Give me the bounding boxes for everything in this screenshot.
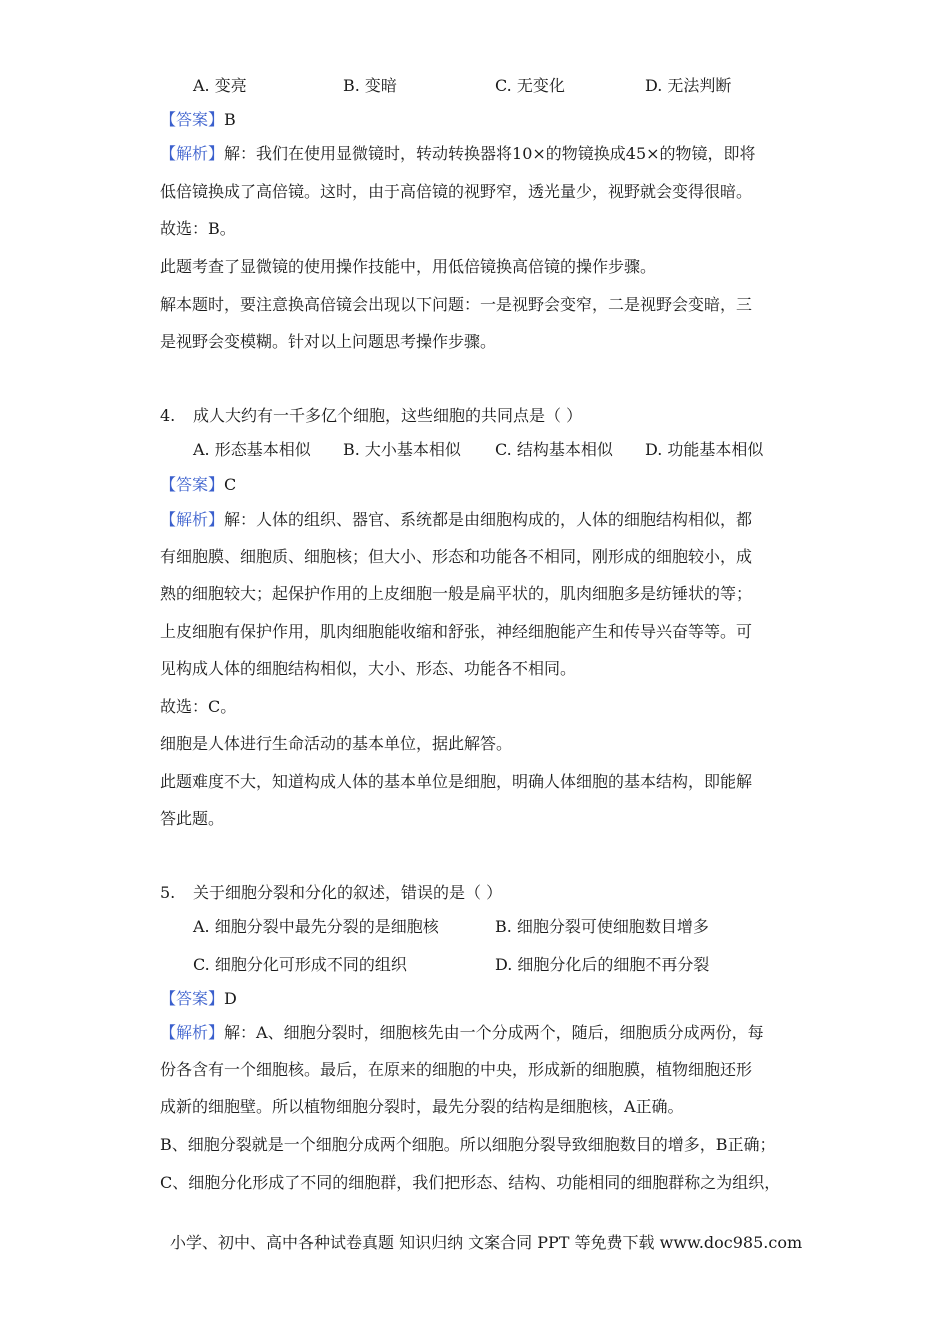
analysis-text: 解：我们在使用显微镜时，转动转换器将10×的物镜换成45×的物镜，即将 (224, 144, 756, 163)
answer-value: C (224, 475, 237, 494)
q4-answer (160, 474, 800, 496)
answer-tag: 【答案】 (160, 989, 225, 1008)
q3-option-a: A. 变亮 (193, 76, 247, 95)
q3-analysis-line: 此题考查了显微镜的使用操作技能中，用低倍镜换高倍镜的操作步骤。 (160, 257, 657, 276)
q4-option-d: D. 功能基本相似 (645, 440, 764, 459)
q4-option-a: A. 形态基本相似 (193, 440, 311, 459)
q4-analysis-line: 上皮细胞有保护作用，肌肉细胞能收缩和舒张，神经细胞能产生和传导兴奋等等。可 (160, 622, 753, 641)
answer-value: D (224, 989, 237, 1008)
q5-option-d: D. 细胞分化后的细胞不再分裂 (495, 955, 710, 974)
q5-stem: 关于细胞分裂和分化的叙述，错误的是（ ） (193, 883, 503, 902)
q3-option-d: D. 无法判断 (645, 76, 732, 95)
q5-analysis-line: C、细胞分化形成了不同的细胞群，我们把形态、结构、功能相同的细胞群称之为组织， (160, 1173, 781, 1192)
q4-analysis-line: 熟的细胞较大；起保护作用的上皮细胞一般是扁平状的，肌肉细胞多是纺锤状的等； (160, 584, 753, 603)
q3-option-b: B. 变暗 (343, 76, 397, 95)
q4-analysis-line: 细胞是人体进行生命活动的基本单位，据此解答。 (160, 734, 513, 753)
q5-option-a: A. 细胞分裂中最先分裂的是细胞核 (193, 917, 439, 936)
q4-number: 4. (160, 406, 176, 425)
q3-analysis-line: 是视野会变模糊。针对以上问题思考操作步骤。 (160, 332, 497, 351)
q5-analysis-line: 成新的细胞壁。所以植物细胞分裂时，最先分裂的结构是细胞核，A正确。 (160, 1097, 684, 1116)
q3-answer (160, 109, 800, 131)
answer-value: B (224, 110, 236, 129)
q3-analysis-line: 故选：B。 (160, 219, 236, 238)
q4-analysis-line: 答此题。 (160, 809, 225, 828)
answer-tag: 【答案】 (160, 110, 225, 129)
analysis-tag: 【解析】 (160, 1023, 225, 1042)
answer-tag: 【答案】 (160, 475, 225, 494)
q5-analysis-line: B、细胞分裂就是一个细胞分成两个细胞。所以细胞分裂导致细胞数目的增多，B正确； (160, 1135, 776, 1154)
analysis-tag: 【解析】 (160, 510, 225, 529)
q4-analysis-line (160, 509, 800, 531)
q4-analysis-line: 见构成人体的细胞结构相似，大小、形态、功能各不相同。 (160, 659, 577, 678)
q4-analysis-line: 此题难度不大，知道构成人体的基本单位是细胞，明确人体细胞的基本结构，即能解 (160, 772, 753, 791)
q4-analysis-line: 故选：C。 (160, 697, 237, 716)
q3-option-c: C. 无变化 (495, 76, 565, 95)
q5-number: 5. (160, 883, 176, 902)
analysis-text: 解：人体的组织、器官、系统都是由细胞构成的，人体的细胞结构相似，都 (224, 510, 753, 529)
q4-stem: 成人大约有一千多亿个细胞，这些细胞的共同点是（ ） (193, 406, 583, 425)
q5-analysis-line: 份各含有一个细胞核。最后，在原来的细胞的中央，形成新的细胞膜，植物细胞还形 (160, 1060, 753, 1079)
q3-analysis-line: 解本题时，要注意换高倍镜会出现以下问题：一是视野会变窄，二是视野会变暗，三 (160, 295, 753, 314)
q3-analysis-line: 低倍镜换成了高倍镜。这时，由于高倍镜的视野窄，透光量少，视野就会变得很暗。 (160, 182, 753, 201)
analysis-tag: 【解析】 (160, 144, 225, 163)
q5-answer (160, 988, 800, 1010)
q4-option-b: B. 大小基本相似 (343, 440, 461, 459)
page-footer: 小学、初中、高中各种试卷真题 知识归纳 文案合同 PPT 等免费下载 www.doc985.com (170, 1233, 803, 1252)
q4-option-c: C. 结构基本相似 (495, 440, 613, 459)
q5-analysis-line (160, 1022, 800, 1044)
q5-option-b: B. 细胞分裂可使细胞数目增多 (495, 917, 709, 936)
q5-option-c: C. 细胞分化可形成不同的组织 (193, 955, 407, 974)
q4-analysis-line: 有细胞膜、细胞质、细胞核；但大小、形态和功能各不相同，刚形成的细胞较小，成 (160, 547, 753, 566)
q3-analysis-line (160, 143, 800, 165)
analysis-text: 解：A、细胞分裂时，细胞核先由一个分成两个，随后，细胞质分成两份，每 (224, 1023, 764, 1042)
